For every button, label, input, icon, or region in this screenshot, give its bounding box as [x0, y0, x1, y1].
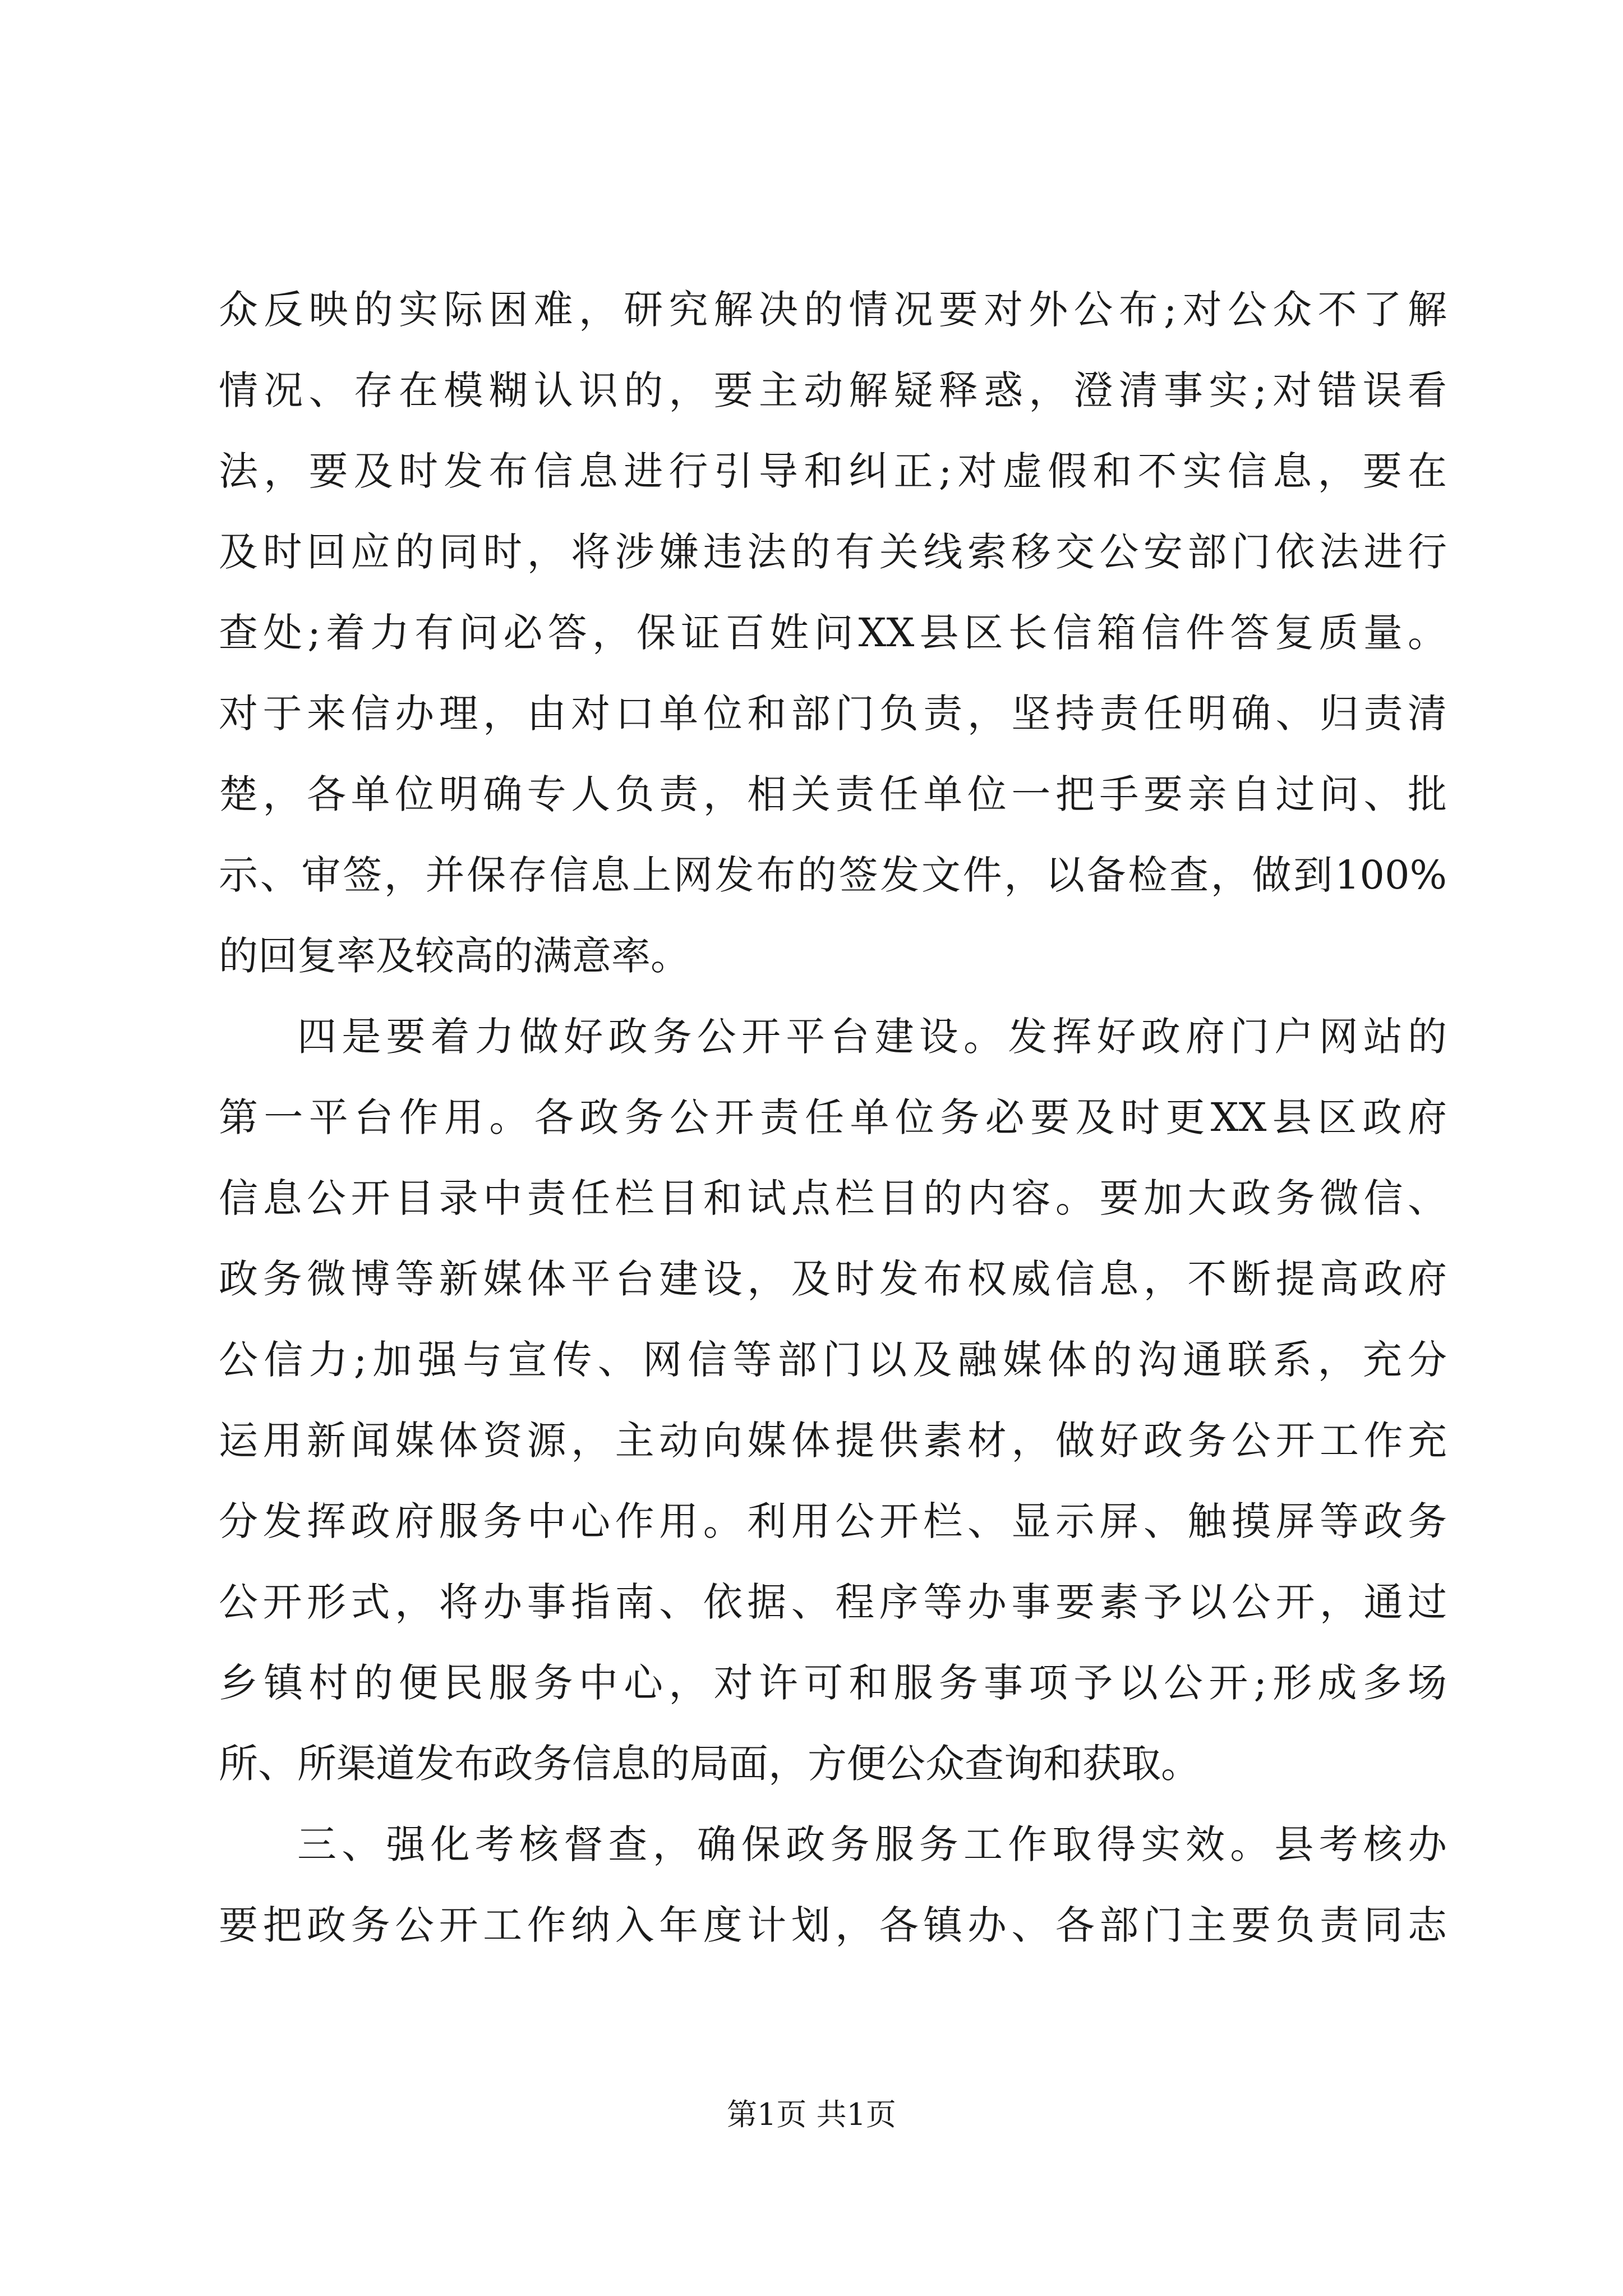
text-line: 公信力;加强与宣传、网信等部门以及融媒体的沟通联系，充分 [219, 1337, 1447, 1383]
paragraph [219, 1804, 1447, 1966]
paragraph [219, 269, 1447, 996]
paragraph [219, 996, 1447, 1804]
text-line: 对于来信办理，由对口单位和部门负责，坚持责任明确、归责清 [219, 691, 1447, 737]
text-line: 第一平台作用。各政务公开责任单位务必要及时更XX县区政府 [219, 1094, 1447, 1140]
text-line: 楚，各单位明确专人负责，相关责任单位一把手要亲自过问、批 [219, 771, 1447, 817]
page-number-label: 第1页 共1页 [727, 2097, 896, 2132]
text-line: 运用新闻媒体资源，主动向媒体提供素材，做好政务公开工作充 [219, 1418, 1447, 1464]
text-line: 政务微博等新媒体平台建设，及时发布权威信息，不断提高政府 [219, 1256, 1447, 1302]
text-line: 所、所渠道发布政务信息的局面，方便公众查询和获取。 [219, 1741, 1200, 1787]
text-line: 众反映的实际困难，研究解决的情况要对外公布;对公众不了解 [219, 287, 1447, 333]
text-line: 公开形式，将办事指南、依据、程序等办事要素予以公开，通过 [219, 1579, 1447, 1625]
text-line: 的回复率及较高的满意率。 [219, 933, 690, 979]
text-line: 乡镇村的便民服务中心，对许可和服务事项予以公开;形成多场 [219, 1660, 1447, 1706]
page-footer [0, 2095, 1623, 2134]
text-line: 情况、存在模糊认识的，要主动解疑释惑，澄清事实;对错误看 [219, 367, 1447, 413]
text-line: 法，要及时发布信息进行引导和纠正;对虚假和不实信息，要在 [219, 448, 1447, 494]
text-line: 及时回应的同时，将涉嫌违法的有关线索移交公安部门依法进行 [219, 529, 1447, 575]
text-line: 要把政务公开工作纳入年度计划，各镇办、各部门主要负责同志 [219, 1902, 1447, 1948]
document-body [219, 269, 1447, 1966]
text-line: 三、强化考核督查，确保政务服务工作取得实效。县考核办 [297, 1821, 1447, 1867]
text-line: 四是要着力做好政务公开平台建设。发挥好政府门户网站的 [297, 1014, 1447, 1060]
text-line: 分发挥政府服务中心作用。利用公开栏、显示屏、触摸屏等政务 [219, 1498, 1447, 1544]
text-line: 示、审签，并保存信息上网发布的签发文件，以备检查，做到100% [219, 852, 1447, 898]
text-line: 信息公开目录中责任栏目和试点栏目的内容。要加大政务微信、 [219, 1175, 1447, 1221]
text-line: 查处;着力有问必答，保证百姓问XX县区长信箱信件答复质量。 [219, 610, 1447, 656]
